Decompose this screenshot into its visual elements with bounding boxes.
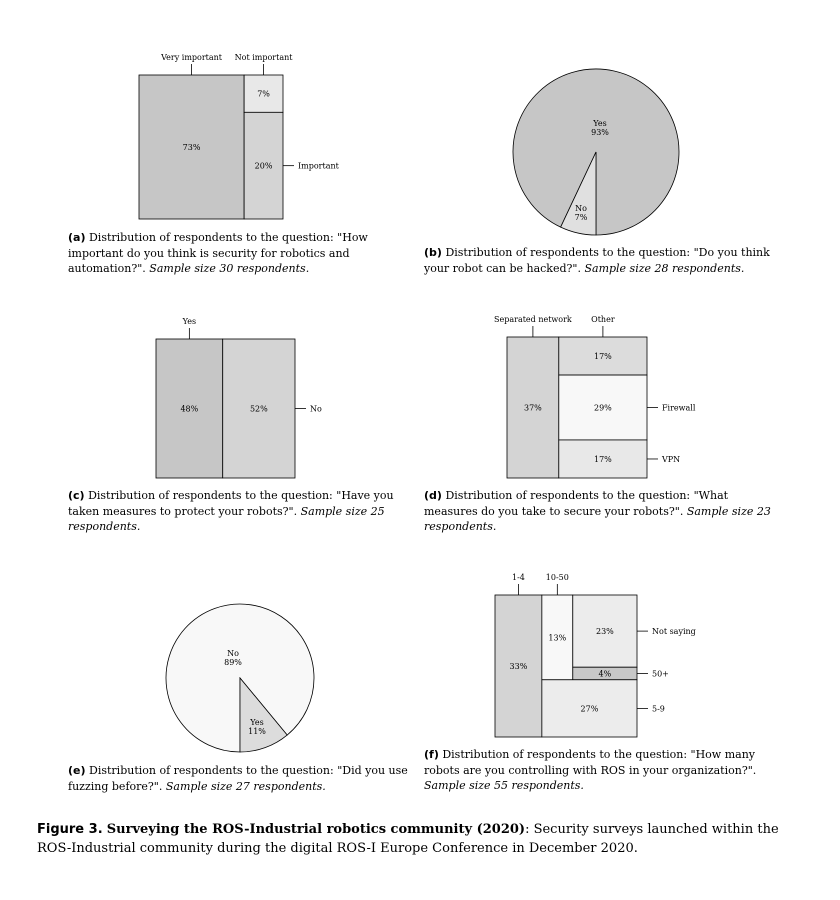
caption-b-label: (b) <box>424 246 442 259</box>
chart-d-category-1: Other <box>591 315 615 324</box>
caption-c-sample: Sample size 25 respondents. <box>68 504 385 533</box>
caption-a <box>68 230 388 277</box>
chart-e-category-1: Yes <box>250 718 264 727</box>
chart-c-value-1: 52% <box>249 404 268 414</box>
chart-f-value-0: 33% <box>509 662 528 671</box>
chart-d-category-0: Separated network <box>494 315 572 324</box>
chart-f-category-3: 50+ <box>652 669 669 679</box>
chart-d <box>494 315 696 478</box>
caption-a-sample: Sample size 30 respondents. <box>149 262 310 275</box>
chart-f-value-3: 4% <box>598 669 612 679</box>
figure-title: Surveying the ROS-Industrial robotics community (2020) <box>106 822 526 837</box>
chart-c-value-0: 48% <box>180 404 199 414</box>
chart-d-category-3: VPN <box>662 454 681 464</box>
chart-f-value-4: 27% <box>580 704 599 714</box>
chart-d-value-2: 29% <box>594 403 612 413</box>
caption-e-sample: Sample size 27 respondents. <box>165 779 326 793</box>
caption-b-sample: Sample size 28 respondents. <box>584 261 745 275</box>
chart-b-value-0: 93% <box>591 128 609 137</box>
caption-e-label: (e) <box>68 764 86 777</box>
caption-c-label: (c) <box>68 489 85 502</box>
figure-caption <box>37 820 807 858</box>
caption-d-label: (d) <box>424 489 442 502</box>
chart-c-category-0: Yes <box>182 317 197 326</box>
chart-a-category-1: Not important <box>234 53 293 62</box>
chart-f-value-2: 23% <box>595 627 614 637</box>
chart-f-category-4: 5-9 <box>652 704 665 714</box>
chart-d-category-2: Firewall <box>662 403 696 413</box>
chart-e-value-0: 89% <box>224 658 242 667</box>
chart-b-value-1: 7% <box>574 213 588 222</box>
chart-a-value-0: 73% <box>182 143 201 152</box>
caption-a-text: Distribution of respondents to the question: "How important do you think is security for robotics and automation?". <box>68 231 368 275</box>
caption-c-text: Distribution of respondents to the question: "Have you taken measures to protect your robots?". <box>68 489 394 518</box>
caption-f-label: (f) <box>424 748 439 761</box>
chart-e-category-0: No <box>227 649 239 658</box>
chart-b-category-0: Yes <box>593 119 607 128</box>
chart-c <box>156 317 322 478</box>
chart-a-category-2: Important <box>298 161 339 171</box>
chart-e <box>166 604 314 752</box>
chart-b <box>513 69 679 235</box>
caption-e <box>68 763 418 794</box>
chart-e-value-1: 11% <box>248 727 266 736</box>
chart-f-category-2: Not saying <box>652 627 696 637</box>
caption-e-text: Distribution of respondents to the question: "Did you use fuzzing before?". <box>68 764 408 793</box>
caption-f <box>424 747 774 794</box>
figure-label: Figure 3. <box>37 822 103 837</box>
chart-d-value-0: 37% <box>524 403 542 413</box>
chart-f-value-1: 13% <box>548 633 567 643</box>
chart-a-value-1: 7% <box>257 89 270 99</box>
caption-f-sample: Sample size 55 respondents. <box>424 779 584 792</box>
chart-b-category-1: No <box>575 204 587 213</box>
chart-c-category-1: No <box>310 404 322 414</box>
figure-text: : Security surveys launched within the ROS-Industrial community during the digital ROS-I Europe Conference in December 2020. <box>37 822 779 856</box>
chart-d-value-1: 17% <box>594 352 612 362</box>
caption-d-text: Distribution of respondents to the question: "What measures do you take to secure your robots?". <box>424 489 729 518</box>
chart-a-category-0: Very important <box>161 53 223 62</box>
caption-d <box>424 488 784 535</box>
chart-f-category-0: 1-4 <box>511 573 525 582</box>
chart-a-value-2: 20% <box>254 161 273 171</box>
caption-c <box>68 488 408 535</box>
chart-f <box>495 573 696 737</box>
caption-b-text: Distribution of respondents to the question: "Do you think your robot can be hacked?". <box>424 246 770 275</box>
caption-a-label: (a) <box>68 231 86 244</box>
caption-f-text: Distribution of respondents to the question: "How many robots are you controlling with ROS in your organization?". <box>424 748 757 777</box>
chart-d-value-3: 17% <box>594 454 612 464</box>
chart-f-category-1: 10-50 <box>545 573 569 582</box>
chart-a <box>139 53 340 219</box>
caption-b <box>424 245 784 276</box>
caption-d-sample: Sample size 23 respondents. <box>424 504 771 533</box>
